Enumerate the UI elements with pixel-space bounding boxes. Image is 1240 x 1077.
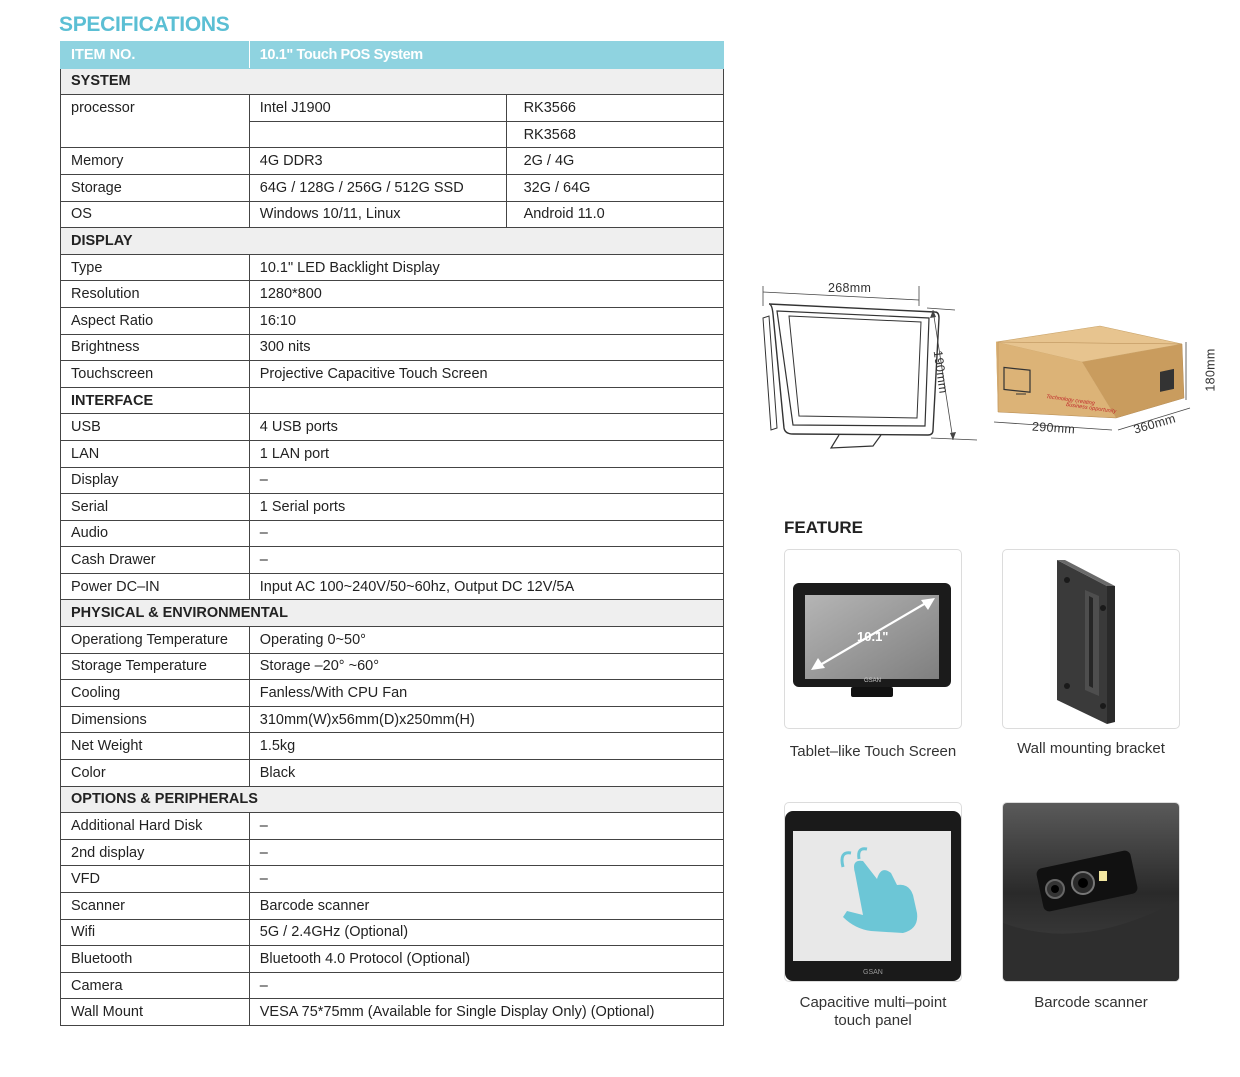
tablet-image: [785, 550, 962, 729]
table-row: [61, 839, 724, 866]
table-row: [61, 95, 724, 122]
feature-caption: Wall mounting bracket: [1017, 740, 1165, 757]
table-row: [61, 573, 724, 600]
row-value: –: [249, 866, 723, 893]
row-value: Storage –20° ~60°: [249, 653, 723, 680]
table-row: [61, 334, 724, 361]
row-value: [249, 121, 506, 148]
row-value-alt: 32G / 64G: [506, 174, 723, 201]
table-row: [61, 627, 724, 654]
row-label: Color: [61, 760, 250, 787]
box-width-label: 290mm: [1031, 419, 1076, 437]
bracket-image: [1003, 550, 1180, 729]
table-row: [61, 680, 724, 707]
table-row: [61, 361, 724, 388]
item-no-label: ITEM NO.: [61, 42, 250, 69]
row-value: –: [249, 972, 723, 999]
table-row: [61, 547, 724, 574]
row-label: Wifi: [61, 919, 250, 946]
row-value: –: [249, 547, 723, 574]
row-label: Power DC–IN: [61, 573, 250, 600]
table-row: [61, 494, 724, 521]
page-title: SPECIFICATIONS: [59, 13, 230, 36]
row-label: Serial: [61, 494, 250, 521]
row-label: OS: [61, 201, 250, 228]
row-label: Brightness: [61, 334, 250, 361]
table-row: [61, 467, 724, 494]
device-dimension-drawing: [755, 278, 985, 458]
row-label: Cooling: [61, 680, 250, 707]
device-width-label: 268mm: [828, 281, 872, 295]
row-label: Scanner: [61, 893, 250, 920]
row-label: Net Weight: [61, 733, 250, 760]
row-label: Wall Mount: [61, 999, 250, 1026]
row-label: Memory: [61, 148, 250, 175]
row-value: Windows 10/11, Linux: [249, 201, 506, 228]
table-row: [61, 813, 724, 840]
table-row: [61, 760, 724, 787]
row-label: Type: [61, 254, 250, 281]
row-value: VESA 75*75mm (Available for Single Display Only) (Optional): [249, 999, 723, 1026]
table-row: [61, 201, 724, 228]
row-value: Fanless/With CPU Fan: [249, 680, 723, 707]
row-label: VFD: [61, 866, 250, 893]
table-row: [61, 281, 724, 308]
table-row: [61, 307, 724, 334]
table-row: [61, 893, 724, 920]
table-row: [61, 972, 724, 999]
row-label: Touchscreen: [61, 361, 250, 388]
row-label: Dimensions: [61, 706, 250, 733]
row-value: –: [249, 467, 723, 494]
row-value: 1.5kg: [249, 733, 723, 760]
row-value: 5G / 2.4GHz (Optional): [249, 919, 723, 946]
row-value: 300 nits: [249, 334, 723, 361]
row-label: USB: [61, 414, 250, 441]
row-label: Camera: [61, 972, 250, 999]
item-no-value: 10.1" Touch POS System: [249, 42, 723, 69]
row-label: Resolution: [61, 281, 250, 308]
feature-caption: Tablet–like Touch Screen: [789, 743, 957, 760]
section-interface: INTERFACE: [61, 387, 724, 414]
row-value: Operating 0~50°: [249, 627, 723, 654]
table-row: [61, 148, 724, 175]
row-label: LAN: [61, 440, 250, 467]
device-height-label: 190mm: [930, 349, 951, 395]
row-value: Projective Capacitive Touch Screen: [249, 361, 723, 388]
row-value: Input AC 100~240V/50~60hz, Output DC 12V/5A: [249, 573, 723, 600]
row-value: Black: [249, 760, 723, 787]
row-value: 4 USB ports: [249, 414, 723, 441]
table-row: [61, 254, 724, 281]
row-value-alt: RK3566: [506, 95, 723, 122]
section-options: OPTIONS & PERIPHERALS: [61, 786, 724, 813]
box-slogan-line2: business opportunity: [1065, 402, 1117, 416]
section-physical: PHYSICAL & ENVIRONMENTAL: [61, 600, 724, 627]
row-value: 310mm(W)x56mm(D)x250mm(H): [249, 706, 723, 733]
row-value: –: [249, 520, 723, 547]
brand-logo: GSAN: [863, 969, 883, 976]
feature-card-wall-bracket: [1002, 549, 1180, 729]
table-row: [61, 440, 724, 467]
feature-title: FEATURE: [784, 518, 864, 537]
table-row: [61, 174, 724, 201]
feature-card-touch-screen: [784, 549, 962, 729]
table-row: [61, 999, 724, 1026]
row-label: processor: [61, 95, 250, 148]
row-label: Audio: [61, 520, 250, 547]
feature-card-barcode-scanner: [1002, 802, 1180, 982]
table-row: [61, 919, 724, 946]
table-row: [61, 414, 724, 441]
box-height-label: 180mm: [1203, 348, 1218, 392]
table-row: [61, 946, 724, 973]
row-value: Intel J1900: [249, 95, 506, 122]
feature-card-touch-panel: [784, 802, 962, 982]
row-value: 1 LAN port: [249, 440, 723, 467]
row-value: –: [249, 813, 723, 840]
row-label: Additional Hard Disk: [61, 813, 250, 840]
row-value: 1 Serial ports: [249, 494, 723, 521]
row-value: –: [249, 839, 723, 866]
row-value-alt: 2G / 4G: [506, 148, 723, 175]
row-value: Bluetooth 4.0 Protocol (Optional): [249, 946, 723, 973]
row-value: 4G DDR3: [249, 148, 506, 175]
table-row: [61, 706, 724, 733]
table-row: [61, 653, 724, 680]
row-value: 16:10: [249, 307, 723, 334]
row-value-alt: Android 11.0: [506, 201, 723, 228]
box-slogan-line1: Technology creating: [1045, 394, 1096, 407]
section-system: SYSTEM: [61, 68, 724, 95]
row-label: Display: [61, 467, 250, 494]
row-label: Storage: [61, 174, 250, 201]
table-row: [61, 866, 724, 893]
row-label: Operationg Temperature: [61, 627, 250, 654]
barcode-scanner-image: [1003, 803, 1180, 982]
row-label: Storage Temperature: [61, 653, 250, 680]
section-display: DISPLAY: [61, 228, 724, 255]
screen-size-label: 10.1": [857, 629, 889, 644]
row-label: 2nd display: [61, 839, 250, 866]
brand-logo: GSAN: [864, 678, 882, 684]
specifications-table: [60, 41, 724, 1026]
box-depth-label: 360mm: [1131, 411, 1178, 437]
row-label: Cash Drawer: [61, 547, 250, 574]
row-value: 64G / 128G / 256G / 512G SSD: [249, 174, 506, 201]
table-header-row: [61, 42, 724, 69]
table-row: [61, 520, 724, 547]
feature-caption: Barcode scanner: [1034, 994, 1148, 1011]
row-label: Bluetooth: [61, 946, 250, 973]
table-row: [61, 733, 724, 760]
feature-caption: Capacitive multi–point touch panel: [799, 994, 947, 1029]
row-label: Aspect Ratio: [61, 307, 250, 334]
row-value: 1280*800: [249, 281, 723, 308]
row-value-alt: RK3568: [506, 121, 723, 148]
touch-panel-image: [785, 803, 962, 982]
row-value: 10.1" LED Backlight Display: [249, 254, 723, 281]
row-value: Barcode scanner: [249, 893, 723, 920]
